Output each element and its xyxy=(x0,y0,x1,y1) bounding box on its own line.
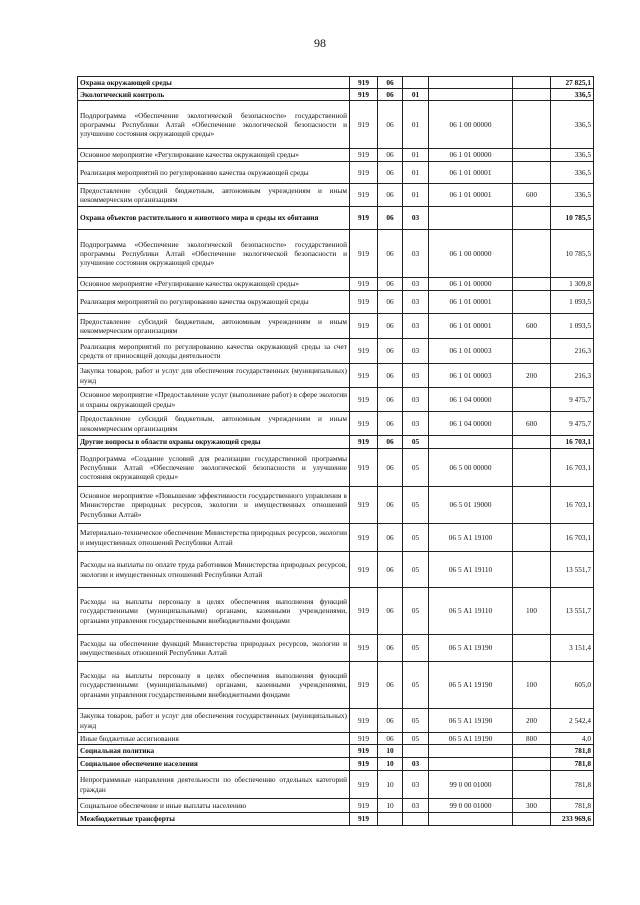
table-row xyxy=(78,745,594,758)
row-subsection-cell: 05 xyxy=(403,733,429,745)
row-admin-code-cell: 919 xyxy=(350,314,378,339)
row-expense-type-cell: 600 xyxy=(513,184,551,207)
row-expense-type-cell xyxy=(513,291,551,314)
row-name-cell: Материально-техническое обеспечение Министерства природных ресурсов, экологии и имущественных отношений Республики Алтай xyxy=(78,524,350,552)
row-target-item-cell: 06 1 01 00001 xyxy=(429,162,513,184)
row-subsection-cell: 05 xyxy=(403,635,429,662)
row-subsection-cell: 05 xyxy=(403,524,429,552)
table-row xyxy=(78,552,594,588)
row-name-cell: Подпрограмма «Создание условий для реализации государственной программы Республики Алтай «Обеспечение экологической безопасности и улучшение состояния окружающей среды» xyxy=(78,449,350,487)
row-section-cell: 06 xyxy=(378,77,403,89)
row-section-cell: 06 xyxy=(378,436,403,449)
row-target-item-cell: 06 5 А1 19190 xyxy=(429,733,513,745)
row-admin-code-cell: 919 xyxy=(350,552,378,588)
row-section-cell: 06 xyxy=(378,487,403,524)
row-subsection-cell: 03 xyxy=(403,364,429,388)
row-section-cell: 06 xyxy=(378,278,403,291)
row-section-cell: 10 xyxy=(378,799,403,813)
row-section-cell: 06 xyxy=(378,184,403,207)
row-target-item-cell: 99 0 00 01000 xyxy=(429,799,513,813)
row-name-cell: Предоставление субсидий бюджетным, автономным учреждениям и иным некоммерческим организациям xyxy=(78,412,350,436)
row-section-cell: 06 xyxy=(378,314,403,339)
table-row xyxy=(78,436,594,449)
row-target-item-cell: 06 1 00 00000 xyxy=(429,230,513,278)
row-name-cell: Основное мероприятие «Предоставление услуг (выполнение работ) в сфере экологии и охраны окружающей среды» xyxy=(78,388,350,412)
row-amount-cell: 16 703,1 xyxy=(551,524,594,552)
row-amount-cell: 9 475,7 xyxy=(551,388,594,412)
row-section-cell: 06 xyxy=(378,662,403,709)
row-section-cell: 06 xyxy=(378,101,403,149)
table-row xyxy=(78,733,594,745)
row-target-item-cell xyxy=(429,813,513,826)
row-subsection-cell xyxy=(403,77,429,89)
row-admin-code-cell: 919 xyxy=(350,733,378,745)
row-amount-cell: 13 551,7 xyxy=(551,588,594,635)
row-name-cell: Социальное обеспечение и иные выплаты населению xyxy=(78,799,350,813)
table-row xyxy=(78,207,594,230)
row-target-item-cell: 06 5 А1 19110 xyxy=(429,588,513,635)
row-target-item-cell: 06 5 01 19000 xyxy=(429,487,513,524)
row-admin-code-cell: 919 xyxy=(350,291,378,314)
row-subsection-cell: 03 xyxy=(403,388,429,412)
row-section-cell: 06 xyxy=(378,588,403,635)
table-row xyxy=(78,771,594,799)
table-row xyxy=(78,487,594,524)
row-section-cell: 06 xyxy=(378,89,403,101)
row-amount-cell: 16 703,1 xyxy=(551,436,594,449)
row-expense-type-cell: 300 xyxy=(513,799,551,813)
table-row xyxy=(78,388,594,412)
row-name-cell: Основное мероприятие «Регулирование качества окружающей среды» xyxy=(78,149,350,162)
row-name-cell: Основное мероприятие «Регулирование качества окружающей среды» xyxy=(78,278,350,291)
row-amount-cell: 3 151,4 xyxy=(551,635,594,662)
row-section-cell: 06 xyxy=(378,552,403,588)
row-subsection-cell: 05 xyxy=(403,436,429,449)
row-target-item-cell: 06 5 А1 19100 xyxy=(429,524,513,552)
row-name-cell: Предоставление субсидий бюджетным, автономным учреждениям и иным некоммерческим организациям xyxy=(78,184,350,207)
row-expense-type-cell xyxy=(513,162,551,184)
row-subsection-cell: 05 xyxy=(403,709,429,733)
row-expense-type-cell xyxy=(513,101,551,149)
row-amount-cell: 336,5 xyxy=(551,162,594,184)
row-admin-code-cell: 919 xyxy=(350,758,378,771)
row-expense-type-cell xyxy=(513,745,551,758)
row-expense-type-cell xyxy=(513,149,551,162)
row-amount-cell: 4,0 xyxy=(551,733,594,745)
row-amount-cell: 27 825,1 xyxy=(551,77,594,89)
row-section-cell: 06 xyxy=(378,635,403,662)
row-section-cell: 06 xyxy=(378,709,403,733)
row-expense-type-cell: 600 xyxy=(513,314,551,339)
row-subsection-cell: 01 xyxy=(403,162,429,184)
row-name-cell: Социальное обеспечение населения xyxy=(78,758,350,771)
row-expense-type-cell: 200 xyxy=(513,709,551,733)
row-admin-code-cell: 919 xyxy=(350,207,378,230)
row-name-cell: Охрана окружающей среды xyxy=(78,77,350,89)
row-target-item-cell: 06 1 01 00000 xyxy=(429,278,513,291)
row-amount-cell: 10 785,5 xyxy=(551,207,594,230)
budget-table-body xyxy=(78,77,594,826)
row-name-cell: Расходы на выплаты персоналу в целях обеспечения выполнения функций государственными (муниципальными) органами, казенными учреждениями, органами управления государственными внебюджетными фондами xyxy=(78,588,350,635)
row-amount-cell: 781,8 xyxy=(551,771,594,799)
row-name-cell: Реализация мероприятий по регулированию качества окружающей среды xyxy=(78,291,350,314)
row-subsection-cell: 01 xyxy=(403,149,429,162)
row-section-cell: 10 xyxy=(378,745,403,758)
table-row xyxy=(78,799,594,813)
table-row xyxy=(78,758,594,771)
row-admin-code-cell: 919 xyxy=(350,813,378,826)
row-amount-cell: 16 703,1 xyxy=(551,487,594,524)
row-subsection-cell xyxy=(403,813,429,826)
row-amount-cell: 605,0 xyxy=(551,662,594,709)
row-admin-code-cell: 919 xyxy=(350,184,378,207)
row-expense-type-cell xyxy=(513,771,551,799)
row-section-cell: 06 xyxy=(378,449,403,487)
table-row xyxy=(78,635,594,662)
page-number: 98 xyxy=(314,36,326,50)
row-expense-type-cell xyxy=(513,449,551,487)
row-name-cell: Охрана объектов растительного и животного мира и среды их обитания xyxy=(78,207,350,230)
table-row xyxy=(78,364,594,388)
row-subsection-cell: 03 xyxy=(403,771,429,799)
row-admin-code-cell: 919 xyxy=(350,449,378,487)
row-subsection-cell: 03 xyxy=(403,799,429,813)
row-target-item-cell: 06 1 01 00000 xyxy=(429,149,513,162)
row-expense-type-cell xyxy=(513,436,551,449)
row-section-cell: 10 xyxy=(378,771,403,799)
row-target-item-cell: 06 1 04 00000 xyxy=(429,388,513,412)
row-admin-code-cell: 919 xyxy=(350,436,378,449)
row-name-cell: Другие вопросы в области охраны окружающей среды xyxy=(78,436,350,449)
row-expense-type-cell: 100 xyxy=(513,588,551,635)
row-name-cell: Предоставление субсидий бюджетным, автономным учреждениям и иным некоммерческим организациям xyxy=(78,314,350,339)
row-amount-cell: 336,5 xyxy=(551,89,594,101)
row-subsection-cell: 03 xyxy=(403,291,429,314)
row-amount-cell: 1 309,8 xyxy=(551,278,594,291)
row-section-cell: 06 xyxy=(378,364,403,388)
table-row xyxy=(78,709,594,733)
row-subsection-cell: 03 xyxy=(403,278,429,291)
row-target-item-cell: 06 1 01 00003 xyxy=(429,339,513,364)
row-expense-type-cell xyxy=(513,524,551,552)
row-amount-cell: 10 785,5 xyxy=(551,230,594,278)
row-target-item-cell: 06 5 А1 19190 xyxy=(429,709,513,733)
row-admin-code-cell: 919 xyxy=(350,278,378,291)
row-expense-type-cell: 600 xyxy=(513,412,551,436)
row-subsection-cell: 03 xyxy=(403,230,429,278)
row-amount-cell: 781,8 xyxy=(551,758,594,771)
row-name-cell: Расходы на обеспечение функций Министерства природных ресурсов, экологии и имущественных отношений Республики Алтай xyxy=(78,635,350,662)
row-expense-type-cell xyxy=(513,635,551,662)
row-admin-code-cell: 919 xyxy=(350,388,378,412)
row-admin-code-cell: 919 xyxy=(350,364,378,388)
row-target-item-cell xyxy=(429,745,513,758)
table-row xyxy=(78,339,594,364)
row-name-cell: Подпрограмма «Обеспечение экологической безопасности» государственной программы Республики Алтай «Обеспечение экологической безопасности и улучшение состояния окружающей среды» xyxy=(78,101,350,149)
row-section-cell: 06 xyxy=(378,733,403,745)
row-target-item-cell: 06 5 А1 19110 xyxy=(429,552,513,588)
row-amount-cell: 216,3 xyxy=(551,339,594,364)
row-expense-type-cell xyxy=(513,230,551,278)
row-target-item-cell xyxy=(429,436,513,449)
row-expense-type-cell xyxy=(513,77,551,89)
row-admin-code-cell: 919 xyxy=(350,487,378,524)
row-name-cell: Социальная политика xyxy=(78,745,350,758)
table-row xyxy=(78,149,594,162)
row-subsection-cell: 01 xyxy=(403,89,429,101)
row-section-cell xyxy=(378,813,403,826)
row-section-cell: 06 xyxy=(378,291,403,314)
row-name-cell: Расходы на выплаты персоналу в целях обеспечения выполнения функций государственными (муниципальными) органами, казенными учреждениями, органами управления государственными внебюджетными фондами xyxy=(78,662,350,709)
row-section-cell: 06 xyxy=(378,412,403,436)
row-expense-type-cell xyxy=(513,89,551,101)
budget-table xyxy=(77,76,594,826)
row-amount-cell: 781,8 xyxy=(551,799,594,813)
row-target-item-cell: 06 5 А1 19190 xyxy=(429,635,513,662)
row-name-cell: Иные бюджетные ассигнования xyxy=(78,733,350,745)
row-section-cell: 06 xyxy=(378,524,403,552)
row-subsection-cell: 03 xyxy=(403,207,429,230)
row-amount-cell: 781,8 xyxy=(551,745,594,758)
row-subsection-cell: 03 xyxy=(403,412,429,436)
row-target-item-cell: 06 1 04 00000 xyxy=(429,412,513,436)
table-row xyxy=(78,662,594,709)
row-name-cell: Закупка товаров, работ и услуг для обеспечения государственных (муниципальных) нужд xyxy=(78,709,350,733)
row-target-item-cell: 06 5 00 00000 xyxy=(429,449,513,487)
row-name-cell: Расходы на выплаты по оплате труда работников Министерства природных ресурсов, экологии и имущественных отношений Республики Алтай xyxy=(78,552,350,588)
table-row xyxy=(78,89,594,101)
row-target-item-cell xyxy=(429,207,513,230)
row-name-cell: Непрограммные направления деятельности по обеспечению отдельных категорий граждан xyxy=(78,771,350,799)
row-amount-cell: 1 093,5 xyxy=(551,314,594,339)
row-expense-type-cell xyxy=(513,339,551,364)
row-subsection-cell: 05 xyxy=(403,449,429,487)
row-admin-code-cell: 919 xyxy=(350,799,378,813)
row-expense-type-cell xyxy=(513,813,551,826)
row-expense-type-cell: 800 xyxy=(513,733,551,745)
row-amount-cell: 216,3 xyxy=(551,364,594,388)
table-row xyxy=(78,524,594,552)
row-amount-cell: 1 093,5 xyxy=(551,291,594,314)
row-section-cell: 06 xyxy=(378,339,403,364)
row-target-item-cell: 06 1 01 00001 xyxy=(429,184,513,207)
row-name-cell: Реализация мероприятий по регулированию качества окружающей среды xyxy=(78,162,350,184)
table-row xyxy=(78,813,594,826)
row-name-cell: Реализация мероприятий по регулированию качества окружающей среды за счет средств от приносящей доходы деятельности xyxy=(78,339,350,364)
row-amount-cell: 2 542,4 xyxy=(551,709,594,733)
row-admin-code-cell: 919 xyxy=(350,149,378,162)
row-amount-cell: 233 969,6 xyxy=(551,813,594,826)
row-section-cell: 06 xyxy=(378,230,403,278)
row-subsection-cell: 05 xyxy=(403,487,429,524)
row-admin-code-cell: 919 xyxy=(350,662,378,709)
row-admin-code-cell: 919 xyxy=(350,89,378,101)
row-expense-type-cell: 200 xyxy=(513,364,551,388)
row-admin-code-cell: 919 xyxy=(350,588,378,635)
row-section-cell: 06 xyxy=(378,162,403,184)
row-target-item-cell xyxy=(429,758,513,771)
row-amount-cell: 13 551,7 xyxy=(551,552,594,588)
row-admin-code-cell: 919 xyxy=(350,77,378,89)
table-row xyxy=(78,314,594,339)
row-section-cell: 10 xyxy=(378,758,403,771)
row-amount-cell: 336,5 xyxy=(551,184,594,207)
row-subsection-cell: 03 xyxy=(403,314,429,339)
row-target-item-cell: 06 1 01 00001 xyxy=(429,291,513,314)
row-name-cell: Основное мероприятие «Повышение эффективности государственного управления в Министерстве природных ресурсов, экологии и имущественных отношений Республики Алтай» xyxy=(78,487,350,524)
row-admin-code-cell: 919 xyxy=(350,101,378,149)
row-section-cell: 06 xyxy=(378,149,403,162)
row-expense-type-cell xyxy=(513,388,551,412)
row-section-cell: 06 xyxy=(378,207,403,230)
row-expense-type-cell: 100 xyxy=(513,662,551,709)
table-row xyxy=(78,184,594,207)
row-admin-code-cell: 919 xyxy=(350,745,378,758)
table-row xyxy=(78,412,594,436)
row-name-cell: Подпрограмма «Обеспечение экологической безопасности» государственной программы Республики Алтай «Обеспечение экологической безопасности и улучшение состояния окружающей среды» xyxy=(78,230,350,278)
row-admin-code-cell: 919 xyxy=(350,709,378,733)
row-name-cell: Экологический контроль xyxy=(78,89,350,101)
table-row xyxy=(78,291,594,314)
row-amount-cell: 16 703,1 xyxy=(551,449,594,487)
table-row xyxy=(78,101,594,149)
row-subsection-cell: 01 xyxy=(403,101,429,149)
table-row xyxy=(78,588,594,635)
row-expense-type-cell xyxy=(513,552,551,588)
row-subsection-cell: 05 xyxy=(403,552,429,588)
row-admin-code-cell: 919 xyxy=(350,771,378,799)
row-expense-type-cell xyxy=(513,487,551,524)
table-row xyxy=(78,162,594,184)
row-admin-code-cell: 919 xyxy=(350,230,378,278)
row-admin-code-cell: 919 xyxy=(350,162,378,184)
table-row xyxy=(78,230,594,278)
row-expense-type-cell xyxy=(513,758,551,771)
row-subsection-cell: 05 xyxy=(403,662,429,709)
row-admin-code-cell: 919 xyxy=(350,339,378,364)
row-amount-cell: 336,5 xyxy=(551,101,594,149)
row-target-item-cell: 06 1 01 00003 xyxy=(429,364,513,388)
row-subsection-cell: 03 xyxy=(403,339,429,364)
table-row xyxy=(78,77,594,89)
row-subsection-cell: 03 xyxy=(403,758,429,771)
row-expense-type-cell xyxy=(513,278,551,291)
row-section-cell: 06 xyxy=(378,388,403,412)
row-target-item-cell: 06 1 01 00001 xyxy=(429,314,513,339)
row-target-item-cell: 06 5 А1 19190 xyxy=(429,662,513,709)
table-row xyxy=(78,278,594,291)
row-target-item-cell: 99 0 00 01000 xyxy=(429,771,513,799)
row-target-item-cell xyxy=(429,77,513,89)
row-target-item-cell: 06 1 00 00000 xyxy=(429,101,513,149)
row-expense-type-cell xyxy=(513,207,551,230)
row-amount-cell: 9 475,7 xyxy=(551,412,594,436)
row-admin-code-cell: 919 xyxy=(350,635,378,662)
row-subsection-cell xyxy=(403,745,429,758)
row-name-cell: Межбюджетные трансферты xyxy=(78,813,350,826)
row-admin-code-cell: 919 xyxy=(350,412,378,436)
row-amount-cell: 336,5 xyxy=(551,149,594,162)
row-target-item-cell xyxy=(429,89,513,101)
table-row xyxy=(78,449,594,487)
row-admin-code-cell: 919 xyxy=(350,524,378,552)
row-name-cell: Закупка товаров, работ и услуг для обеспечения государственных (муниципальных) нужд xyxy=(78,364,350,388)
row-subsection-cell: 01 xyxy=(403,184,429,207)
row-subsection-cell: 05 xyxy=(403,588,429,635)
